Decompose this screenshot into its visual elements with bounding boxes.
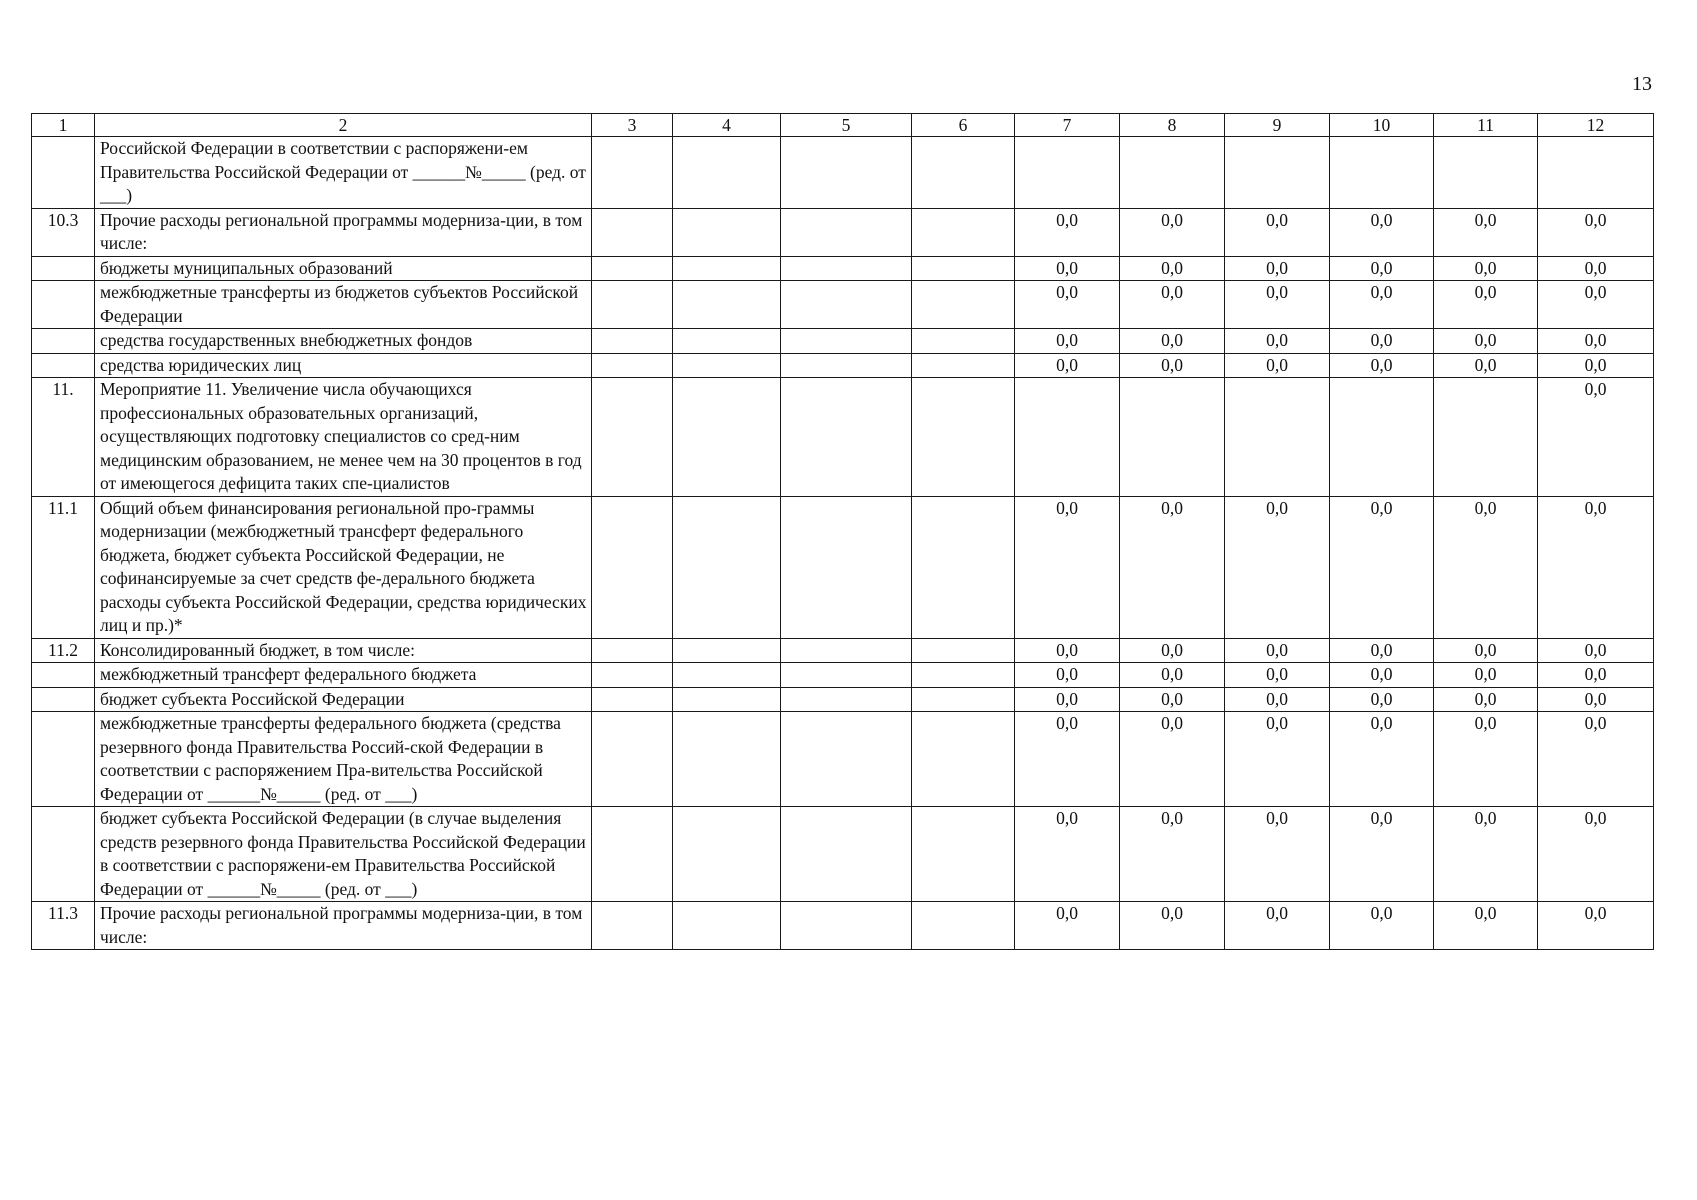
- table-row: [32, 208, 1654, 256]
- empty-cell: [781, 902, 912, 950]
- value-cell: 0,0: [1225, 807, 1330, 902]
- value-cell: 0,0: [1538, 256, 1654, 281]
- value-cell: 0,0: [1120, 807, 1225, 902]
- value-cell: 0,0: [1120, 663, 1225, 688]
- row-number: [32, 137, 95, 209]
- value-cell: 0,0: [1330, 329, 1434, 354]
- value-cell: 0,0: [1015, 663, 1120, 688]
- empty-cell: [781, 353, 912, 378]
- row-number: 10.3: [32, 208, 95, 256]
- empty-cell: [912, 329, 1015, 354]
- value-cell: 0,0: [1434, 902, 1538, 950]
- empty-cell: [673, 496, 781, 638]
- value-cell: 0,0: [1330, 353, 1434, 378]
- value-cell: 0,0: [1120, 687, 1225, 712]
- row-description: Консолидированный бюджет, в том числе:: [95, 638, 592, 663]
- value-cell: 0,0: [1015, 712, 1120, 807]
- value-cell: 0,0: [1434, 712, 1538, 807]
- table-row: [32, 807, 1654, 902]
- empty-cell: [912, 256, 1015, 281]
- empty-cell: [912, 807, 1015, 902]
- value-cell: 0,0: [1225, 687, 1330, 712]
- empty-cell: [781, 807, 912, 902]
- empty-cell: [592, 496, 673, 638]
- column-header: 5: [781, 114, 912, 137]
- value-cell: 0,0: [1120, 353, 1225, 378]
- column-header: 11: [1434, 114, 1538, 137]
- column-header: 1: [32, 114, 95, 137]
- budget-table: [31, 113, 1654, 950]
- row-description: Прочие расходы региональной программы модерниза-ции, в том числе:: [95, 902, 592, 950]
- row-description: средства юридических лиц: [95, 353, 592, 378]
- value-cell: 0,0: [1015, 902, 1120, 950]
- empty-cell: [781, 663, 912, 688]
- value-cell: [1434, 378, 1538, 497]
- value-cell: [1015, 137, 1120, 209]
- value-cell: [1330, 137, 1434, 209]
- empty-cell: [912, 902, 1015, 950]
- value-cell: 0,0: [1225, 353, 1330, 378]
- empty-cell: [673, 137, 781, 209]
- row-number: 11.: [32, 378, 95, 497]
- value-cell: 0,0: [1330, 208, 1434, 256]
- value-cell: 0,0: [1225, 281, 1330, 329]
- table-row: [32, 329, 1654, 354]
- row-number: [32, 687, 95, 712]
- empty-cell: [912, 496, 1015, 638]
- row-description: бюджет субъекта Российской Федерации: [95, 687, 592, 712]
- empty-cell: [592, 687, 673, 712]
- value-cell: 0,0: [1015, 638, 1120, 663]
- value-cell: [1434, 137, 1538, 209]
- value-cell: 0,0: [1330, 638, 1434, 663]
- value-cell: 0,0: [1434, 353, 1538, 378]
- value-cell: 0,0: [1120, 256, 1225, 281]
- value-cell: 0,0: [1015, 687, 1120, 712]
- value-cell: 0,0: [1015, 256, 1120, 281]
- empty-cell: [673, 663, 781, 688]
- value-cell: 0,0: [1120, 329, 1225, 354]
- row-number: 11.1: [32, 496, 95, 638]
- empty-cell: [912, 638, 1015, 663]
- value-cell: [1120, 137, 1225, 209]
- value-cell: 0,0: [1120, 281, 1225, 329]
- row-description: средства государственных внебюджетных фондов: [95, 329, 592, 354]
- empty-cell: [912, 208, 1015, 256]
- value-cell: [1120, 378, 1225, 497]
- value-cell: 0,0: [1015, 208, 1120, 256]
- row-number: [32, 712, 95, 807]
- table-row: [32, 137, 1654, 209]
- value-cell: [1225, 137, 1330, 209]
- value-cell: 0,0: [1015, 807, 1120, 902]
- table-row: [32, 496, 1654, 638]
- empty-cell: [781, 137, 912, 209]
- value-cell: 0,0: [1225, 256, 1330, 281]
- value-cell: 0,0: [1225, 329, 1330, 354]
- empty-cell: [673, 281, 781, 329]
- table-row: [32, 281, 1654, 329]
- column-header: 10: [1330, 114, 1434, 137]
- value-cell: 0,0: [1434, 807, 1538, 902]
- value-cell: 0,0: [1538, 712, 1654, 807]
- row-description: межбюджетные трансферты из бюджетов субъектов Российской Федерации: [95, 281, 592, 329]
- value-cell: 0,0: [1015, 281, 1120, 329]
- row-description: Мероприятие 11. Увеличение числа обучающихся профессиональных образовательных организаций, осуществляющих подготовку специалистов со сред-ним медицинским образованием, не менее чем на 30 процентов в год от имеющегося дефицита таких спе-циалистов: [95, 378, 592, 497]
- empty-cell: [781, 638, 912, 663]
- value-cell: 0,0: [1434, 256, 1538, 281]
- value-cell: 0,0: [1015, 496, 1120, 638]
- value-cell: 0,0: [1225, 712, 1330, 807]
- value-cell: 0,0: [1434, 281, 1538, 329]
- value-cell: 0,0: [1434, 687, 1538, 712]
- table-row: [32, 687, 1654, 712]
- row-description: межбюджетные трансферты федерального бюджета (средства резервного фонда Правительства Россий-ской Федерации в соответствии с распоряжением Пра-вительства Российской Федерации от ______№_____ (ред. от ___): [95, 712, 592, 807]
- empty-cell: [592, 378, 673, 497]
- table-row: [32, 902, 1654, 950]
- column-header: 6: [912, 114, 1015, 137]
- value-cell: 0,0: [1120, 902, 1225, 950]
- empty-cell: [673, 353, 781, 378]
- value-cell: 0,0: [1538, 663, 1654, 688]
- table-row: [32, 638, 1654, 663]
- page-number: 13: [1632, 73, 1652, 95]
- empty-cell: [592, 208, 673, 256]
- value-cell: 0,0: [1330, 663, 1434, 688]
- column-header: 4: [673, 114, 781, 137]
- row-number: [32, 807, 95, 902]
- empty-cell: [592, 663, 673, 688]
- empty-cell: [781, 712, 912, 807]
- column-header: 9: [1225, 114, 1330, 137]
- row-number: [32, 256, 95, 281]
- value-cell: 0,0: [1120, 638, 1225, 663]
- empty-cell: [781, 378, 912, 497]
- column-header: 12: [1538, 114, 1654, 137]
- empty-cell: [673, 378, 781, 497]
- value-cell: 0,0: [1434, 638, 1538, 663]
- row-description: межбюджетный трансферт федерального бюджета: [95, 663, 592, 688]
- empty-cell: [912, 378, 1015, 497]
- value-cell: 0,0: [1434, 329, 1538, 354]
- column-header: 3: [592, 114, 673, 137]
- row-number: [32, 329, 95, 354]
- value-cell: 0,0: [1120, 208, 1225, 256]
- value-cell: 0,0: [1225, 902, 1330, 950]
- row-description: бюджеты муниципальных образований: [95, 256, 592, 281]
- column-header: 7: [1015, 114, 1120, 137]
- empty-cell: [781, 208, 912, 256]
- row-description: Общий объем финансирования региональной про-граммы модернизации (межбюджетный трансферт федерального бюджета, бюджет субъекта Российской Федерации, не софинансируемые за счет средств фе-дерального бюджета расходы субъекта Российской Федерации, средства юридических лиц и пр.)*: [95, 496, 592, 638]
- empty-cell: [912, 712, 1015, 807]
- row-number: 11.3: [32, 902, 95, 950]
- empty-cell: [781, 496, 912, 638]
- empty-cell: [912, 687, 1015, 712]
- value-cell: 0,0: [1330, 256, 1434, 281]
- table-row: [32, 663, 1654, 688]
- value-cell: 0,0: [1538, 638, 1654, 663]
- empty-cell: [673, 712, 781, 807]
- table-row: [32, 712, 1654, 807]
- row-description: бюджет субъекта Российской Федерации (в случае выделения средств резервного фонда Правительства Российской Федерации в соответствии с распоряжени-ем Правительства Российской Федерации от ______№_____ (ред. от ___): [95, 807, 592, 902]
- empty-cell: [673, 208, 781, 256]
- value-cell: 0,0: [1330, 687, 1434, 712]
- empty-cell: [673, 256, 781, 281]
- empty-cell: [673, 329, 781, 354]
- value-cell: 0,0: [1225, 496, 1330, 638]
- value-cell: 0,0: [1538, 807, 1654, 902]
- row-number: [32, 353, 95, 378]
- row-number: [32, 281, 95, 329]
- value-cell: [1330, 378, 1434, 497]
- empty-cell: [673, 807, 781, 902]
- empty-cell: [592, 137, 673, 209]
- empty-cell: [673, 638, 781, 663]
- empty-cell: [592, 353, 673, 378]
- empty-cell: [592, 638, 673, 663]
- value-cell: 0,0: [1120, 496, 1225, 638]
- value-cell: 0,0: [1538, 353, 1654, 378]
- empty-cell: [592, 329, 673, 354]
- value-cell: 0,0: [1330, 496, 1434, 638]
- column-number-header-row: [32, 114, 1654, 137]
- row-number: [32, 663, 95, 688]
- value-cell: 0,0: [1434, 208, 1538, 256]
- value-cell: 0,0: [1330, 712, 1434, 807]
- value-cell: 0,0: [1538, 208, 1654, 256]
- column-header: 8: [1120, 114, 1225, 137]
- value-cell: 0,0: [1434, 496, 1538, 638]
- value-cell: 0,0: [1120, 712, 1225, 807]
- value-cell: 0,0: [1434, 663, 1538, 688]
- value-cell: 0,0: [1225, 208, 1330, 256]
- row-number: 11.2: [32, 638, 95, 663]
- empty-cell: [673, 687, 781, 712]
- value-cell: 0,0: [1538, 378, 1654, 497]
- value-cell: 0,0: [1015, 353, 1120, 378]
- empty-cell: [592, 281, 673, 329]
- value-cell: 0,0: [1538, 496, 1654, 638]
- value-cell: 0,0: [1330, 807, 1434, 902]
- value-cell: 0,0: [1538, 687, 1654, 712]
- value-cell: 0,0: [1538, 329, 1654, 354]
- empty-cell: [912, 663, 1015, 688]
- empty-cell: [781, 687, 912, 712]
- empty-cell: [781, 281, 912, 329]
- table-row: [32, 378, 1654, 497]
- value-cell: [1015, 378, 1120, 497]
- value-cell: [1538, 137, 1654, 209]
- value-cell: 0,0: [1225, 638, 1330, 663]
- table-row: [32, 353, 1654, 378]
- empty-cell: [912, 353, 1015, 378]
- value-cell: [1225, 378, 1330, 497]
- row-description: Российской Федерации в соответствии с распоряжени-ем Правительства Российской Федерации от ______№_____ (ред. от ___): [95, 137, 592, 209]
- empty-cell: [781, 329, 912, 354]
- value-cell: 0,0: [1015, 329, 1120, 354]
- empty-cell: [592, 256, 673, 281]
- table-row: [32, 256, 1654, 281]
- empty-cell: [673, 902, 781, 950]
- value-cell: 0,0: [1225, 663, 1330, 688]
- empty-cell: [781, 256, 912, 281]
- value-cell: 0,0: [1538, 281, 1654, 329]
- row-description: Прочие расходы региональной программы модерниза-ции, в том числе:: [95, 208, 592, 256]
- empty-cell: [912, 137, 1015, 209]
- value-cell: 0,0: [1330, 902, 1434, 950]
- empty-cell: [592, 902, 673, 950]
- value-cell: 0,0: [1538, 902, 1654, 950]
- empty-cell: [592, 712, 673, 807]
- empty-cell: [592, 807, 673, 902]
- empty-cell: [912, 281, 1015, 329]
- value-cell: 0,0: [1330, 281, 1434, 329]
- column-header: 2: [95, 114, 592, 137]
